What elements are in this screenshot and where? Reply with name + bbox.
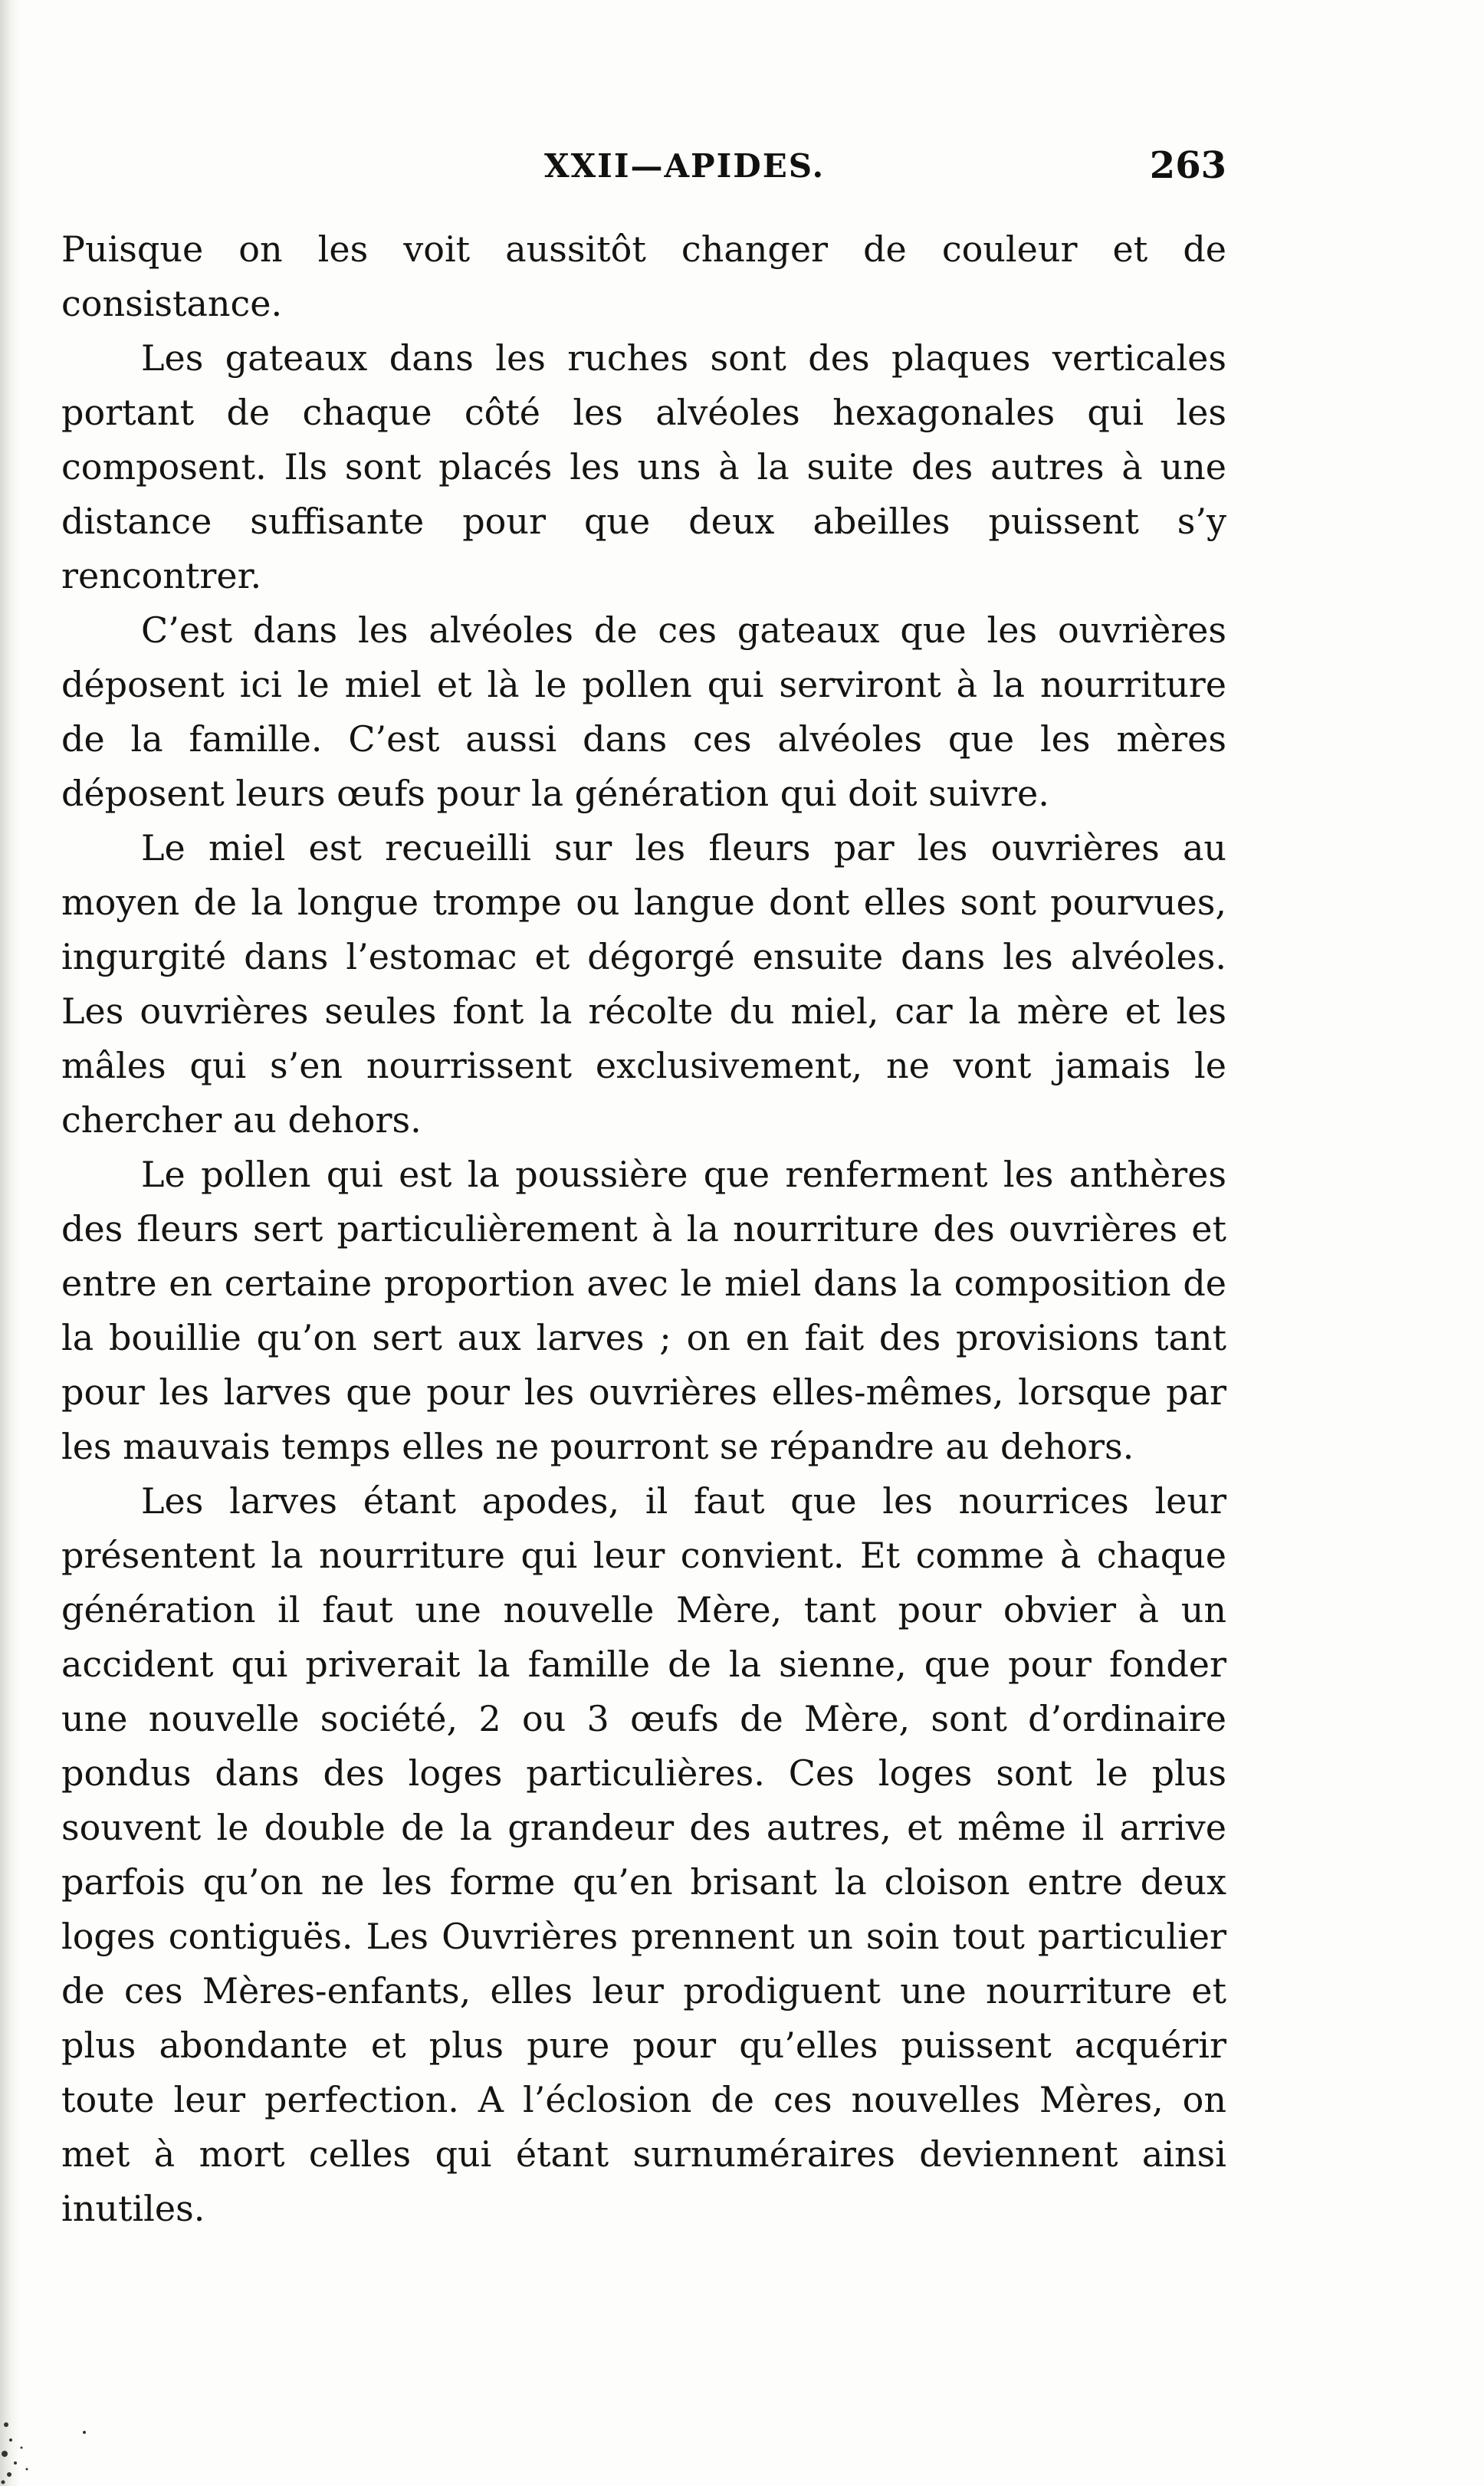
paragraph-5: Le pollen qui est la poussière que renferment les anthères des fleurs sert particulièrement à la nourriture des ouvrières et entre en certaine proportion avec le miel dans la composition de la bouillie qu’on sert aux larves ; on en fait des provisions tant pour les larves que pour les ouvrières elles-mêmes, lorsque par les mauvais temps elles ne pourront se répandre au dehors. [61,1154,1226,1467]
paragraph-3: C’est dans les alvéoles de ces gateaux que les ouvrières déposent ici le miel et là le pollen qui serviront à la nourriture de la famille. C’est aussi dans ces alvéoles que les mères déposent leurs œufs pour la génération qui doit suivre. [61,609,1226,814]
paragraph-6: Les larves étant apodes, il faut que les nourrices leur présentent la nourriture qui leur convient. Et comme à chaque génération il faut une nouvelle Mère, tant pour obvier à un accident qui priverait la famille de la sienne, que pour fonder une nouvelle société, 2 ou 3 œufs de Mère, sont d’ordinaire pondus dans des loges particulières. Ces loges sont le plus souvent le double de la grandeur des autres, et même il arrive parfois qu’on ne les forme qu’en brisant la cloison entre deux loges contiguës. Les Ouvrières prennent un soin tout particulier de ces Mères-enfants, elles leur prodiguent une nourriture et plus abondante et plus pure pour qu’elles puissent acquérir toute leur perfection. A l’éclosion de ces nouvelles Mères, on met à mort celles qui étant surnuméraires deviennent ainsi inutiles. [61,1480,1226,2229]
scan-specks [0,2333,138,2486]
body-text [61,222,1226,2236]
running-head: XXII—APIDES. [544,147,826,185]
paragraph-1: Puisque on les voit aussitôt changer de couleur et de consistance. [61,228,1226,324]
page-number: 263 [1149,144,1226,187]
page-gutter-shadow [0,0,20,2486]
page-header [61,138,1226,199]
paragraph-4: Le miel est recueilli sur les fleurs par les ouvrières au moyen de la longue trompe ou langue dont elles sont pourvues, ingurgité dans l’estomac et dégorgé ensuite dans les alvéoles. Les ouvrières seules font la récolte du miel, car la mère et les mâles qui s’en nourrissent exclusivement, ne vont jamais le chercher au dehors. [61,827,1226,1141]
paragraph-2: Les gateaux dans les ruches sont des plaques verticales portant de chaque côté les alvéoles hexagonales qui les composent. Ils sont placés les uns à la suite des autres à une distance suffisante pour que deux abeilles puissent s’y rencontrer. [61,337,1226,596]
